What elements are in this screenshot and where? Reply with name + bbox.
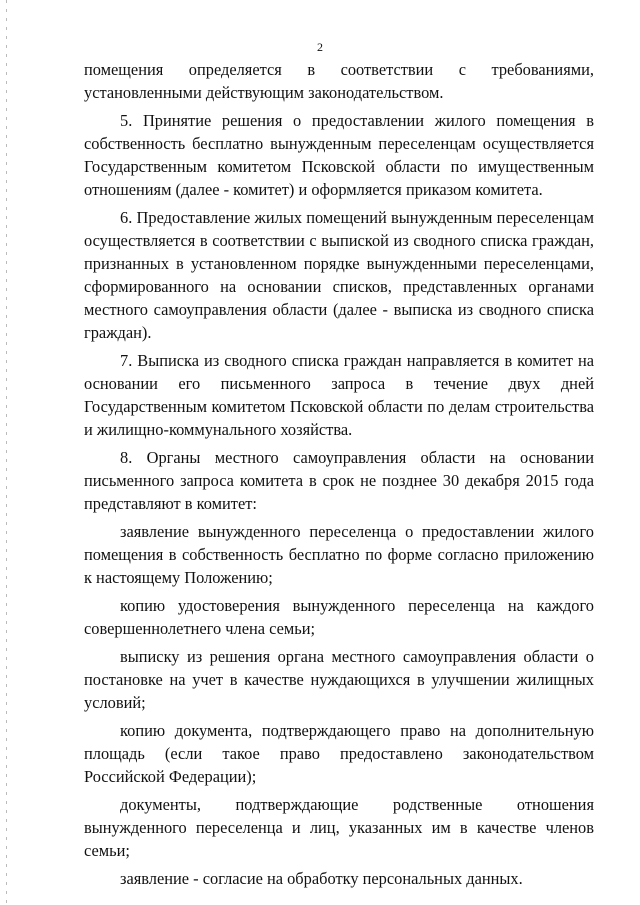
page-number: 2 bbox=[317, 40, 323, 54]
scan-edge-line bbox=[6, 0, 7, 905]
list-item-extra-area-document: копию документа, подтверждающего право на дополнительную площадь (если такое право предоставлено законодательством Российской Федерации); bbox=[84, 721, 594, 786]
paragraph-item-8: 8. Органы местного самоуправления области на основании письменного запроса комитета в срок не позднее 30 декабря 2015 года представляют в комитет: bbox=[84, 448, 594, 513]
paragraph-continuation: помещения определяется в соответствии с требованиями, установленными действующим законодательством. bbox=[84, 60, 594, 102]
list-item-consent: заявление - согласие на обработку персональных данных. bbox=[120, 869, 523, 888]
list-item-certificate-copy: копию удостоверения вынужденного переселенца на каждого совершеннолетнего члена семьи; bbox=[84, 596, 594, 638]
paragraph-item-5: 5. Принятие решения о предоставлении жилого помещения в собственность бесплатно вынужденным переселенцам осуществляется Государственным комитетом Псковской области по имущественным отношениям (далее - комитет) и оформляется приказом комитета. bbox=[84, 111, 594, 199]
list-item-decision-extract: выписку из решения органа местного самоуправления области о постановке на учет в качестве нуждающихся в улучшении жилищных условий; bbox=[84, 647, 594, 712]
document-body bbox=[84, 58, 594, 895]
paragraph-item-6: 6. Предоставление жилых помещений вынужденным переселенцам осуществляется в соответствии с выпиской из сводного списка граждан, признанных в установленном порядке вынужденными переселенцами, сформированного на основании списков, представленных органами местного самоуправления области (далее - выписка из сводного списка граждан). bbox=[84, 208, 594, 342]
paragraph-item-7: 7. Выписка из сводного списка граждан направляется в комитет на основании его письменного запроса в течение двух дней Государственным комитетом Псковской области по делам строительства и жилищно-коммунального хозяйства. bbox=[84, 351, 594, 439]
list-item-kinship-documents: документы, подтверждающие родственные отношения вынужденного переселенца и лиц, указанных им в качестве членов семьи; bbox=[84, 795, 594, 860]
list-item-application: заявление вынужденного переселенца о предоставлении жилого помещения в собственность бесплатно по форме согласно приложению к настоящему Положению; bbox=[84, 522, 594, 587]
